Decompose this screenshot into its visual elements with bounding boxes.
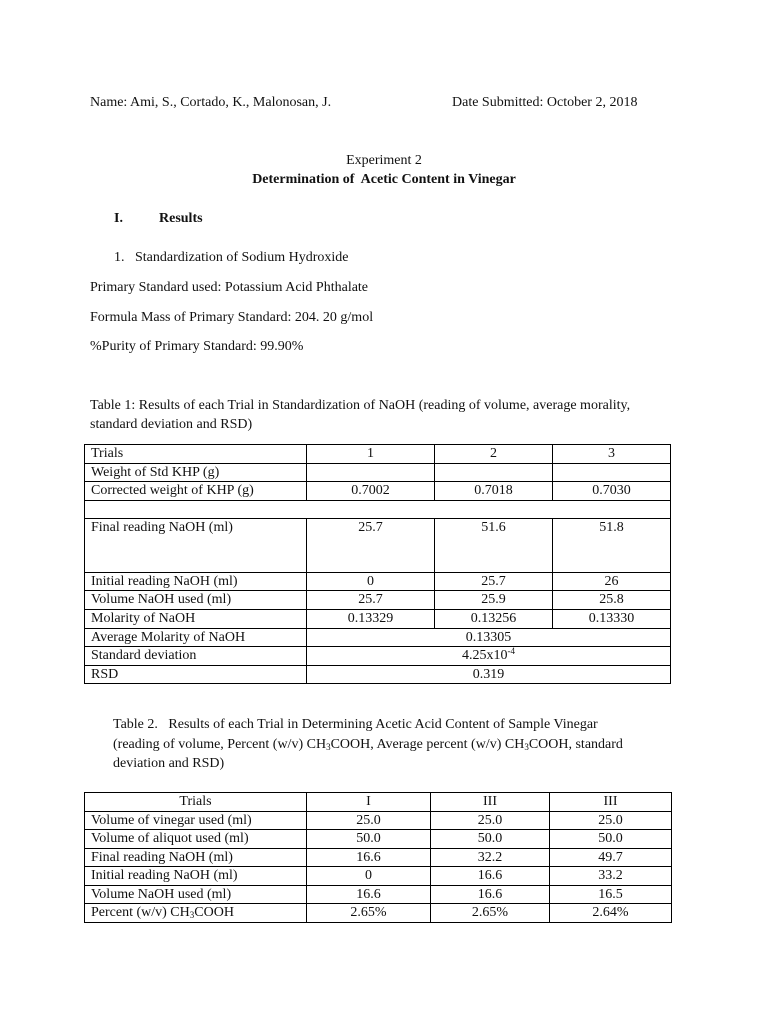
table-row [85,518,671,572]
section-numeral: I. [114,211,123,226]
table-cell: 2.64% [550,904,672,923]
table-cell: Final reading NaOH (ml) [85,518,307,572]
table-row [85,628,671,647]
table1-caption-line1: Table 1: Results of each Trial in Standardization of NaOH (reading of volume, average morality, [90,398,631,413]
table-cell: Standard deviation [85,647,307,666]
table-cell: 16.6 [307,848,431,867]
table-row [85,482,671,501]
table-cell: 25.7 [307,591,435,610]
table-cell: Initial reading NaOH (ml) [85,572,307,591]
table-cell: III [431,793,550,812]
table-cell: RSD [85,665,307,684]
table-cell: 50.0 [550,830,672,849]
table-cell: 25.7 [307,518,435,572]
table-cell: 2 [435,445,553,464]
section-title: Results [159,211,203,226]
table-cell: Volume of vinegar used (ml) [85,811,307,830]
table-row [85,848,672,867]
table-cell [435,463,553,482]
experiment-number: Experiment 2 [346,153,422,168]
stdev-exponent: -4 [507,646,515,657]
standardization-table [84,444,671,684]
table-row [85,904,672,923]
table-cell: 50.0 [307,830,431,849]
table-cell: 16.6 [431,867,550,886]
date-submitted: Date Submitted: October 2, 2018 [452,95,638,110]
table-cell: 25.9 [435,591,553,610]
table-row [85,867,672,886]
table-cell: Average Molarity of NaOH [85,628,307,647]
table-row [85,830,672,849]
table-cell: 25.0 [550,811,672,830]
table-cell: 2.65% [307,904,431,923]
table-row [85,811,672,830]
table-cell: 16.6 [431,885,550,904]
table-cell: 51.8 [553,518,671,572]
experiment-title: Determination of Acetic Content in Vinegar [252,172,516,187]
table-cell: 0 [307,867,431,886]
table-cell: Weight of Std KHP (g) [85,463,307,482]
table2-caption-end: deviation and RSD) [113,756,225,771]
table-row [85,665,671,684]
table-cell: I [307,793,431,812]
table-cell: 0.13329 [307,609,435,628]
table-row [85,647,671,666]
purity: %Purity of Primary Standard: 99.90% [90,339,304,354]
table-cell: 0.13256 [435,609,553,628]
table-spacer-cell [85,500,671,518]
table-cell: Volume NaOH used (ml) [85,591,307,610]
table-cell: 0.13305 [307,628,671,647]
primary-standard: Primary Standard used: Potassium Acid Phthalate [90,280,369,295]
table-cell: 25.0 [307,811,431,830]
table-row [85,793,672,812]
subsection-heading: 1. Standardization of Sodium Hydroxide [114,250,349,265]
student-names: Name: Ami, S., Cortado, K., Malonosan, J. [90,95,332,110]
table-cell: 0.319 [307,665,671,684]
table-cell: 16.5 [550,885,672,904]
table-row [85,463,671,482]
percent-label-b: COOH [194,905,234,920]
table-row [85,445,671,464]
table2-caption: Table 2. Results of each Trial in Determining Acetic Acid Content of Sample Vinegar [113,717,598,732]
table-cell: III [550,793,672,812]
table-cell: 0.7002 [307,482,435,501]
table-cell: Trials [85,445,307,464]
table2-caption-line2a: (reading of volume, Percent (w/v) CH [113,737,327,752]
table-cell: 3 [553,445,671,464]
table-cell: Corrected weight of KHP (g) [85,482,307,501]
table-cell: 16.6 [307,885,431,904]
table2-caption-cont [113,736,623,754]
table-cell: Volume of aliquot used (ml) [85,830,307,849]
table-cell: 0.13330 [553,609,671,628]
table-cell [307,647,671,666]
stdev-base: 4.25x10 [462,648,508,664]
table-cell: Final reading NaOH (ml) [85,848,307,867]
table-cell [553,463,671,482]
table-cell: Trials [85,793,307,812]
table1-caption [90,397,630,415]
table-spacer-row [85,500,671,518]
table-cell: 2.65% [431,904,550,923]
table-row [85,609,671,628]
table-row [85,885,672,904]
table-cell: 26 [553,572,671,591]
table-cell: 50.0 [431,830,550,849]
table-cell: 49.7 [550,848,672,867]
table1-caption-line2: standard deviation and RSD) [90,417,253,432]
subscript-3: 3 [189,910,195,920]
formula-mass: Formula Mass of Primary Standard: 204. 20 g/mol [90,310,374,325]
table-cell: 25.0 [431,811,550,830]
table-cell: 51.6 [435,518,553,572]
table-cell [307,463,435,482]
table-cell: Volume NaOH used (ml) [85,885,307,904]
table-cell: 0 [307,572,435,591]
subscript-3: 3 [524,742,529,752]
table-cell: Molarity of NaOH [85,609,307,628]
table2-caption-line2b: COOH, Average percent (w/v) CH [330,737,525,752]
table-cell: 0.7018 [435,482,553,501]
table-cell: 25.7 [435,572,553,591]
table-cell: 33.2 [550,867,672,886]
table-cell [85,904,307,923]
table2-caption-line2c: COOH, standard [528,737,623,752]
percent-label-a: Percent (w/v) CH [91,905,190,920]
table-cell: 0.7030 [553,482,671,501]
table-row [85,572,671,591]
table-cell: 1 [307,445,435,464]
table-row [85,591,671,610]
table1-caption-cont [90,416,252,434]
acetic-acid-table [84,792,672,923]
table-cell: 25.8 [553,591,671,610]
table-cell: 32.2 [431,848,550,867]
subscript-3: 3 [326,742,331,752]
table-cell: Initial reading NaOH (ml) [85,867,307,886]
